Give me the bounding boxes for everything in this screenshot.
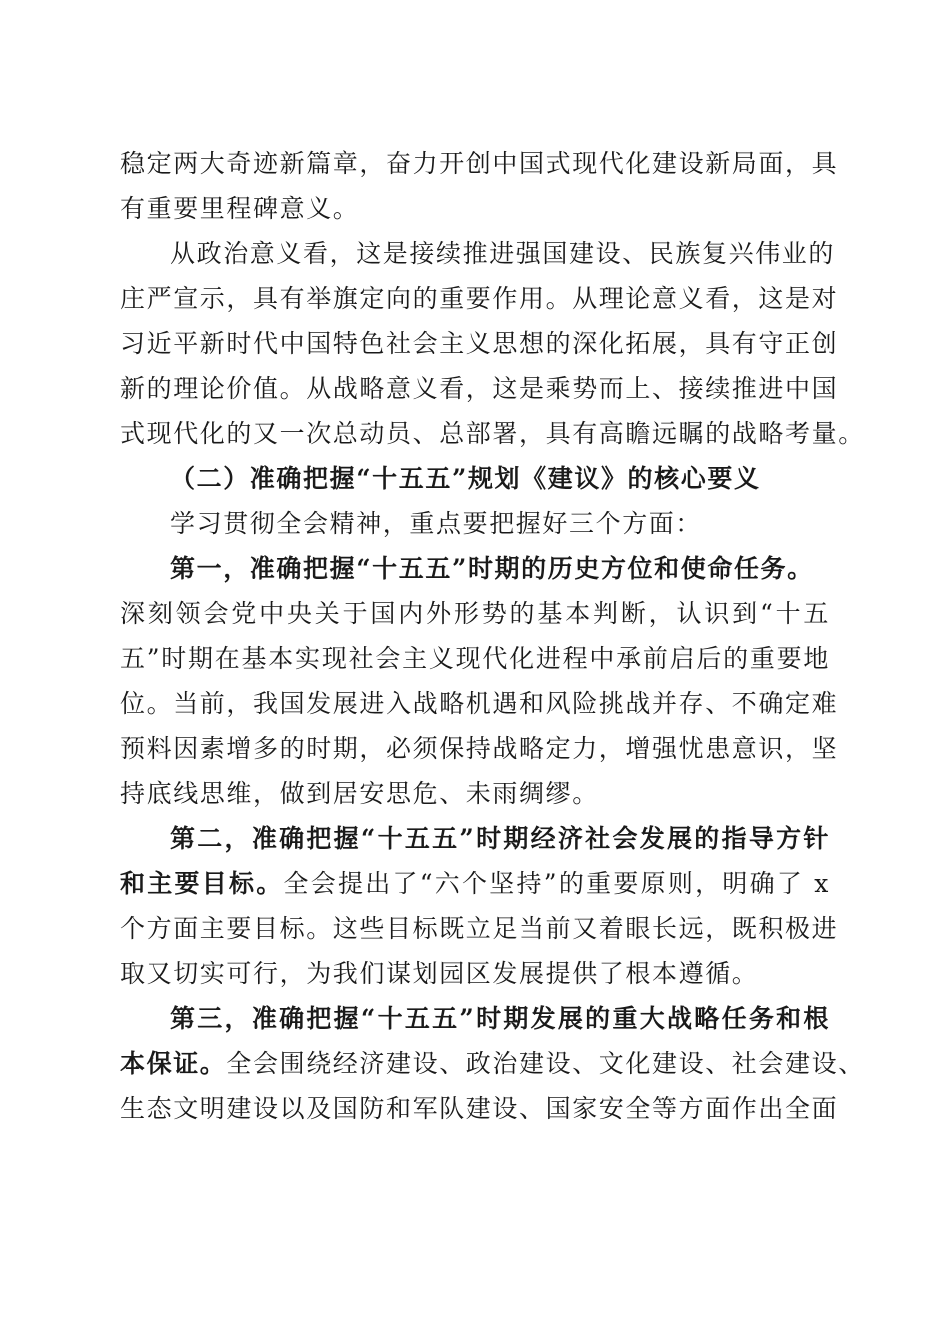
point-heading-1: 第一，准确把握“十五五”时期的历史方位和使命任务。 [170,554,814,583]
section-heading: （二）准确把握“十五五”规划《建议》的核心要义 [170,464,761,493]
text-line: 庄严宣示，具有举旗定向的重要作用。从理论意义看，这是对 [120,284,839,313]
point-heading-3: 第三，准确把握“十五五”时期发展的重大战略任务和根 [170,1004,830,1033]
text-line: 个方面主要目标。这些目标既立足当前又着眼长远，既积极进 [120,914,839,943]
text-line: 预料因素增多的时期，必须保持战略定力，增强忧患意识，坚 [120,734,839,763]
paragraph-start: 从政治意义看，这是接续推进强国建设、民族复兴伟业的 [170,239,836,268]
text-line: 新的理论价值。从战略意义看，这是乘势而上、接续推进中国 [120,374,839,403]
text-line: 式现代化的又一次总动员、总部署，具有高瞻远瞩的战略考量。 [120,419,865,448]
text-line: 习近平新时代中国特色社会主义思想的深化拓展，具有守正创 [120,329,839,358]
text-span: 全会提出了“六个坚持”的重要原则，明确了 x [283,869,830,898]
point-heading-2-end: 和主要目标。 [120,869,284,898]
paragraph-start: 学习贯彻全会精神，重点要把握好三个方面： [170,509,703,538]
text-line: 五”时期在基本实现社会主义现代化进程中承前启后的重要地 [120,644,830,673]
document-body [120,141,865,1131]
text-line: 位。当前，我国发展进入战略机遇和风险挑战并存、不确定难 [120,689,839,718]
text-line [120,1041,865,1086]
text-line: 持底线思维，做到居安思危、未雨绸缪。 [120,779,599,808]
text-line: 生态文明建设以及国防和军队建设、国家安全等方面作出全面 [120,1094,839,1123]
text-span: 全会围绕经济建设、政治建设、文化建设、社会建设、 [226,1049,865,1078]
point-heading-3-end: 本保证。 [120,1049,227,1078]
text-line: 稳定两大奇迹新篇章，奋力开创中国式现代化建设新局面，具 [120,149,839,178]
text-line: 深刻领会党中央关于国内外形势的基本判断，认识到“十五 [120,599,830,628]
text-line [120,861,830,906]
point-heading-2: 第二，准确把握“十五五”时期经济社会发展的指导方针 [170,824,830,853]
text-line: 取又切实可行，为我们谋划园区发展提供了根本遵循。 [120,959,759,988]
text-line: 有重要里程碑意义。 [120,194,360,223]
